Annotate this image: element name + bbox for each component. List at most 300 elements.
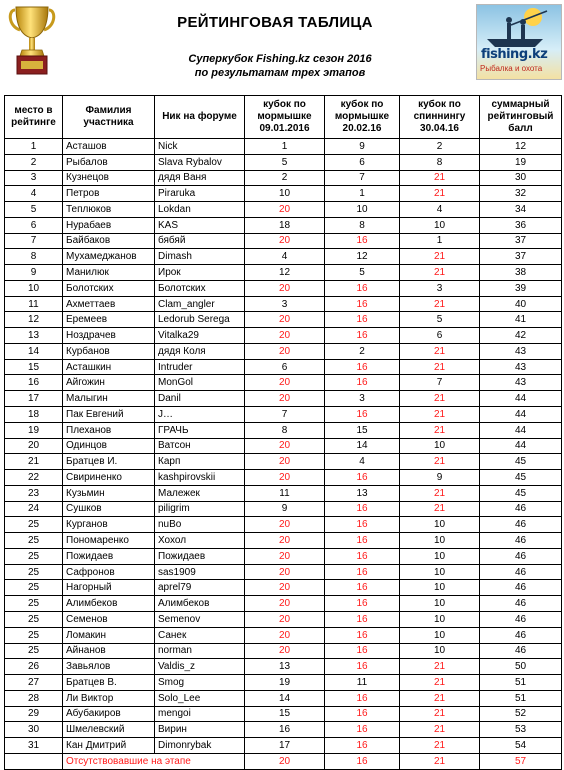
forum-nick-cell: kashpirovskii [155,470,245,486]
stage-2-score-cell: 11 [325,675,400,691]
place-cell: 25 [5,627,63,643]
total-score-cell: 39 [480,280,562,296]
total-score-cell: 46 [480,596,562,612]
stage-2-score-cell: 16 [325,627,400,643]
stage-2-score-cell: 16 [325,359,400,375]
participant-name-cell: Ноздрачев [63,328,155,344]
table-row [5,596,562,612]
place-cell: 6 [5,217,63,233]
column-header-stage-3: кубок по спиннингу 30.04.16 [400,96,480,139]
participant-name-cell: Нурабаев [63,217,155,233]
forum-nick-cell: aprel79 [155,580,245,596]
stage-3-score-cell: 21 [400,454,480,470]
total-score-cell: 43 [480,359,562,375]
stage-1-score-cell: 20 [245,328,325,344]
total-score-cell: 32 [480,186,562,202]
stage-2-score-cell: 16 [325,280,400,296]
table-row [5,438,562,454]
table-row [5,154,562,170]
table-row [5,186,562,202]
stage-2-score-cell: 16 [325,564,400,580]
table-row [5,233,562,249]
table-row [5,659,562,675]
stage-1-score-cell: 20 [245,611,325,627]
participant-name-cell: Алимбеков [63,596,155,612]
participant-name-cell: Братцев И. [63,454,155,470]
total-score-cell: 37 [480,233,562,249]
absent-stage-2-cell: 16 [325,753,400,769]
place-cell: 25 [5,580,63,596]
stage-3-score-cell: 21 [400,722,480,738]
place-cell: 19 [5,422,63,438]
column-header-place: место в рейтинге [5,96,63,139]
stage-1-score-cell: 6 [245,359,325,375]
stage-2-score-cell: 16 [325,738,400,754]
participant-name-cell: Ли Виктор [63,690,155,706]
forum-nick-cell: Вирин [155,722,245,738]
place-cell: 1 [5,139,63,155]
stage-1-score-cell: 5 [245,154,325,170]
table-row [5,391,562,407]
table-row [5,470,562,486]
participant-name-cell: Плеханов [63,422,155,438]
table-row [5,217,562,233]
forum-nick-cell: Ирок [155,265,245,281]
forum-nick-cell: Vitalka29 [155,328,245,344]
stage-1-score-cell: 4 [245,249,325,265]
total-score-cell: 42 [480,328,562,344]
forum-nick-cell: Dimash [155,249,245,265]
absent-row [5,753,562,769]
table-row [5,548,562,564]
stage-2-score-cell: 16 [325,722,400,738]
place-cell: 12 [5,312,63,328]
total-score-cell: 51 [480,675,562,691]
table-row [5,328,562,344]
total-score-cell: 44 [480,438,562,454]
forum-nick-cell: nuBo [155,517,245,533]
total-score-cell: 46 [480,643,562,659]
stage-3-score-cell: 21 [400,501,480,517]
absent-total-cell: 57 [480,753,562,769]
total-score-cell: 44 [480,407,562,423]
total-score-cell: 53 [480,722,562,738]
stage-2-score-cell: 16 [325,580,400,596]
fishing-kz-logo [476,4,562,80]
table-header-row [5,96,562,139]
stage-3-score-cell: 21 [400,186,480,202]
place-cell: 11 [5,296,63,312]
stage-1-score-cell: 20 [245,391,325,407]
stage-2-score-cell: 15 [325,422,400,438]
participant-name-cell: Мухамеджанов [63,249,155,265]
stage-2-score-cell: 16 [325,596,400,612]
table-row [5,454,562,470]
stage-3-score-cell: 21 [400,170,480,186]
forum-nick-cell: MonGol [155,375,245,391]
participant-name-cell: Айгожин [63,375,155,391]
stage-3-score-cell: 4 [400,202,480,218]
forum-nick-cell: Санек [155,627,245,643]
stage-2-score-cell: 3 [325,391,400,407]
forum-nick-cell: KAS [155,217,245,233]
table-row [5,375,562,391]
table-row [5,407,562,423]
participant-name-cell: Манилюк [63,265,155,281]
forum-nick-cell: дядя Коля [155,343,245,359]
table-row [5,611,562,627]
forum-nick-cell: Piraruka [155,186,245,202]
total-score-cell: 44 [480,391,562,407]
stage-2-score-cell: 16 [325,501,400,517]
subtitle-line-1: Суперкубок Fishing.kz сезон 2016 [188,53,372,65]
participant-name-cell: Сафронов [63,564,155,580]
place-cell: 26 [5,659,63,675]
total-score-cell: 52 [480,706,562,722]
fishing-boat-icon [477,5,561,49]
participant-name-cell: Петров [63,186,155,202]
participant-name-cell: Курбанов [63,343,155,359]
column-header-total: суммарный рейтинговый балл [480,96,562,139]
place-cell: 22 [5,470,63,486]
place-cell: 10 [5,280,63,296]
place-cell: 21 [5,454,63,470]
total-score-cell: 41 [480,312,562,328]
total-score-cell: 46 [480,533,562,549]
place-cell: 25 [5,643,63,659]
total-score-cell: 44 [480,422,562,438]
total-score-cell: 19 [480,154,562,170]
total-score-cell: 50 [480,659,562,675]
total-score-cell: 46 [480,580,562,596]
stage-1-score-cell: 20 [245,627,325,643]
place-cell: 25 [5,533,63,549]
total-score-cell: 36 [480,217,562,233]
absent-place-cell [5,753,63,769]
place-cell: 14 [5,343,63,359]
table-row [5,343,562,359]
place-cell: 30 [5,722,63,738]
forum-nick-cell: norman [155,643,245,659]
place-cell: 25 [5,548,63,564]
stage-3-score-cell: 10 [400,643,480,659]
table-row [5,690,562,706]
table-row [5,706,562,722]
table-row [5,249,562,265]
stage-2-score-cell: 7 [325,170,400,186]
place-cell: 5 [5,202,63,218]
stage-3-score-cell: 21 [400,659,480,675]
participant-name-cell: Абубакиров [63,706,155,722]
forum-nick-cell: Болотских [155,280,245,296]
table-row [5,675,562,691]
participant-name-cell: Одинцов [63,438,155,454]
stage-1-score-cell: 20 [245,643,325,659]
forum-nick-cell: Intruder [155,359,245,375]
stage-2-score-cell: 13 [325,485,400,501]
total-score-cell: 45 [480,470,562,486]
forum-nick-cell: Алимбеков [155,596,245,612]
forum-nick-cell: Clam_angler [155,296,245,312]
participant-name-cell: Ахметтаев [63,296,155,312]
stage-3-score-cell: 21 [400,249,480,265]
total-score-cell: 45 [480,485,562,501]
stage-3-score-cell: 21 [400,391,480,407]
total-score-cell: 46 [480,548,562,564]
forum-nick-cell: Dimonrybak [155,738,245,754]
stage-1-score-cell: 18 [245,217,325,233]
page-subtitle [140,52,420,80]
stage-1-score-cell: 20 [245,580,325,596]
table-row [5,517,562,533]
total-score-cell: 43 [480,375,562,391]
table-row [5,738,562,754]
trophy-icon [6,4,58,80]
stage-2-score-cell: 16 [325,328,400,344]
total-score-cell: 30 [480,170,562,186]
place-cell: 31 [5,738,63,754]
total-score-cell: 38 [480,265,562,281]
place-cell: 15 [5,359,63,375]
place-cell: 25 [5,611,63,627]
stage-3-score-cell: 10 [400,438,480,454]
participant-name-cell: Пожидаев [63,548,155,564]
forum-nick-cell: Ledorub Serega [155,312,245,328]
table-row [5,296,562,312]
stage-1-score-cell: 8 [245,422,325,438]
forum-nick-cell: Semenov [155,611,245,627]
forum-nick-cell: ГРАЧЬ [155,422,245,438]
total-score-cell: 43 [480,343,562,359]
logo-brand-text: fishing.kz [481,47,548,62]
total-score-cell: 12 [480,139,562,155]
stage-1-score-cell: 16 [245,722,325,738]
table-row [5,722,562,738]
table-row [5,643,562,659]
total-score-cell: 46 [480,611,562,627]
stage-2-score-cell: 9 [325,139,400,155]
total-score-cell: 46 [480,517,562,533]
stage-1-score-cell: 20 [245,533,325,549]
subtitle-line-2: по результатам трех этапов [194,67,366,79]
participant-name-cell: Братцев В. [63,675,155,691]
participant-name-cell: Семенов [63,611,155,627]
stage-1-score-cell: 14 [245,690,325,706]
stage-1-score-cell: 20 [245,564,325,580]
total-score-cell: 37 [480,249,562,265]
participant-name-cell: Еремеев [63,312,155,328]
stage-2-score-cell: 16 [325,296,400,312]
stage-2-score-cell: 16 [325,548,400,564]
stage-1-score-cell: 11 [245,485,325,501]
forum-nick-cell: piligrim [155,501,245,517]
place-cell: 23 [5,485,63,501]
stage-3-score-cell: 1 [400,233,480,249]
stage-3-score-cell: 21 [400,422,480,438]
forum-nick-cell: Smog [155,675,245,691]
participant-name-cell: Асташов [63,139,155,155]
stage-2-score-cell: 16 [325,470,400,486]
stage-2-score-cell: 16 [325,233,400,249]
table-row [5,312,562,328]
stage-1-score-cell: 12 [245,265,325,281]
forum-nick-cell: Пожидаев [155,548,245,564]
table-row [5,627,562,643]
stage-3-score-cell: 21 [400,359,480,375]
stage-2-score-cell: 1 [325,186,400,202]
table-row [5,202,562,218]
forum-nick-cell: Nick [155,139,245,155]
table-row [5,533,562,549]
place-cell: 4 [5,186,63,202]
stage-2-score-cell: 2 [325,343,400,359]
stage-3-score-cell: 10 [400,627,480,643]
stage-1-score-cell: 19 [245,675,325,691]
place-cell: 25 [5,596,63,612]
logo-tagline: Рыбалка и охота [480,64,543,73]
stage-2-score-cell: 16 [325,533,400,549]
stage-3-score-cell: 21 [400,485,480,501]
forum-nick-cell: Ватсон [155,438,245,454]
stage-1-score-cell: 15 [245,706,325,722]
participant-name-cell: Малыгин [63,391,155,407]
stage-3-score-cell: 21 [400,407,480,423]
participant-name-cell: Кузнецов [63,170,155,186]
forum-nick-cell: Хохол [155,533,245,549]
total-score-cell: 45 [480,454,562,470]
stage-2-score-cell: 16 [325,407,400,423]
participant-name-cell: Байбаков [63,233,155,249]
stage-1-score-cell: 20 [245,596,325,612]
stage-3-score-cell: 21 [400,690,480,706]
stage-1-score-cell: 7 [245,407,325,423]
stage-2-score-cell: 16 [325,312,400,328]
table-body [5,139,562,754]
forum-nick-cell: дядя Ваня [155,170,245,186]
table-row [5,485,562,501]
stage-1-score-cell: 20 [245,280,325,296]
stage-2-score-cell: 4 [325,454,400,470]
column-header-name: Фамилия участника [63,96,155,139]
place-cell: 7 [5,233,63,249]
participant-name-cell: Пак Евгений [63,407,155,423]
participant-name-cell: Ломакин [63,627,155,643]
total-score-cell: 46 [480,564,562,580]
stage-2-score-cell: 16 [325,611,400,627]
forum-nick-cell: Solo_Lee [155,690,245,706]
stage-1-score-cell: 1 [245,139,325,155]
rating-table [4,95,562,770]
stage-2-score-cell: 5 [325,265,400,281]
stage-1-score-cell: 20 [245,343,325,359]
stage-2-score-cell: 16 [325,659,400,675]
stage-3-score-cell: 10 [400,517,480,533]
table-row [5,359,562,375]
stage-3-score-cell: 10 [400,580,480,596]
stage-1-score-cell: 20 [245,312,325,328]
stage-3-score-cell: 10 [400,217,480,233]
forum-nick-cell: бябяй [155,233,245,249]
stage-3-score-cell: 10 [400,533,480,549]
participant-name-cell: Курганов [63,517,155,533]
forum-nick-cell: mengoi [155,706,245,722]
table-row [5,501,562,517]
place-cell: 13 [5,328,63,344]
stage-1-score-cell: 20 [245,470,325,486]
stage-2-score-cell: 16 [325,690,400,706]
place-cell: 2 [5,154,63,170]
place-cell: 20 [5,438,63,454]
place-cell: 18 [5,407,63,423]
participant-name-cell: Айнанов [63,643,155,659]
participant-name-cell: Шмелевский [63,722,155,738]
participant-name-cell: Теплюков [63,202,155,218]
place-cell: 3 [5,170,63,186]
page-header [0,0,564,92]
stage-3-score-cell: 10 [400,596,480,612]
stage-1-score-cell: 20 [245,375,325,391]
stage-3-score-cell: 5 [400,312,480,328]
total-score-cell: 51 [480,690,562,706]
participant-name-cell: Рыбалов [63,154,155,170]
stage-2-score-cell: 14 [325,438,400,454]
place-cell: 27 [5,675,63,691]
column-header-stage-2: кубок по мормышке 20.02.16 [325,96,400,139]
table-row [5,265,562,281]
table-row [5,422,562,438]
stage-2-score-cell: 16 [325,375,400,391]
participant-name-cell: Пономаренко [63,533,155,549]
forum-nick-cell: Малежек [155,485,245,501]
table-row [5,139,562,155]
forum-nick-cell: Карп [155,454,245,470]
participant-name-cell: Асташкин [63,359,155,375]
total-score-cell: 46 [480,501,562,517]
place-cell: 17 [5,391,63,407]
place-cell: 28 [5,690,63,706]
participant-name-cell: Сушков [63,501,155,517]
participant-name-cell: Кузьмин [63,485,155,501]
forum-nick-cell: J… [155,407,245,423]
stage-3-score-cell: 10 [400,548,480,564]
stage-3-score-cell: 8 [400,154,480,170]
stage-2-score-cell: 12 [325,249,400,265]
stage-1-score-cell: 13 [245,659,325,675]
stage-3-score-cell: 21 [400,265,480,281]
absent-label-cell: Отсутствовавшие на этапе [63,753,245,769]
stage-1-score-cell: 20 [245,548,325,564]
forum-nick-cell: Slava Rybalov [155,154,245,170]
forum-nick-cell: Valdis_z [155,659,245,675]
participant-name-cell: Свириненко [63,470,155,486]
table-row [5,280,562,296]
place-cell: 24 [5,501,63,517]
participant-name-cell: Кан Дмитрий [63,738,155,754]
table-row [5,580,562,596]
stage-2-score-cell: 8 [325,217,400,233]
stage-3-score-cell: 6 [400,328,480,344]
forum-nick-cell: sas1909 [155,564,245,580]
stage-1-score-cell: 20 [245,438,325,454]
stage-3-score-cell: 10 [400,611,480,627]
page-title: РЕЙТИНГОВАЯ ТАБЛИЦА [177,14,373,31]
absent-stage-1-cell: 20 [245,753,325,769]
stage-1-score-cell: 17 [245,738,325,754]
table-row [5,170,562,186]
stage-3-score-cell: 21 [400,675,480,691]
column-header-stage-1: кубок по мормышке 09.01.2016 [245,96,325,139]
stage-2-score-cell: 6 [325,154,400,170]
